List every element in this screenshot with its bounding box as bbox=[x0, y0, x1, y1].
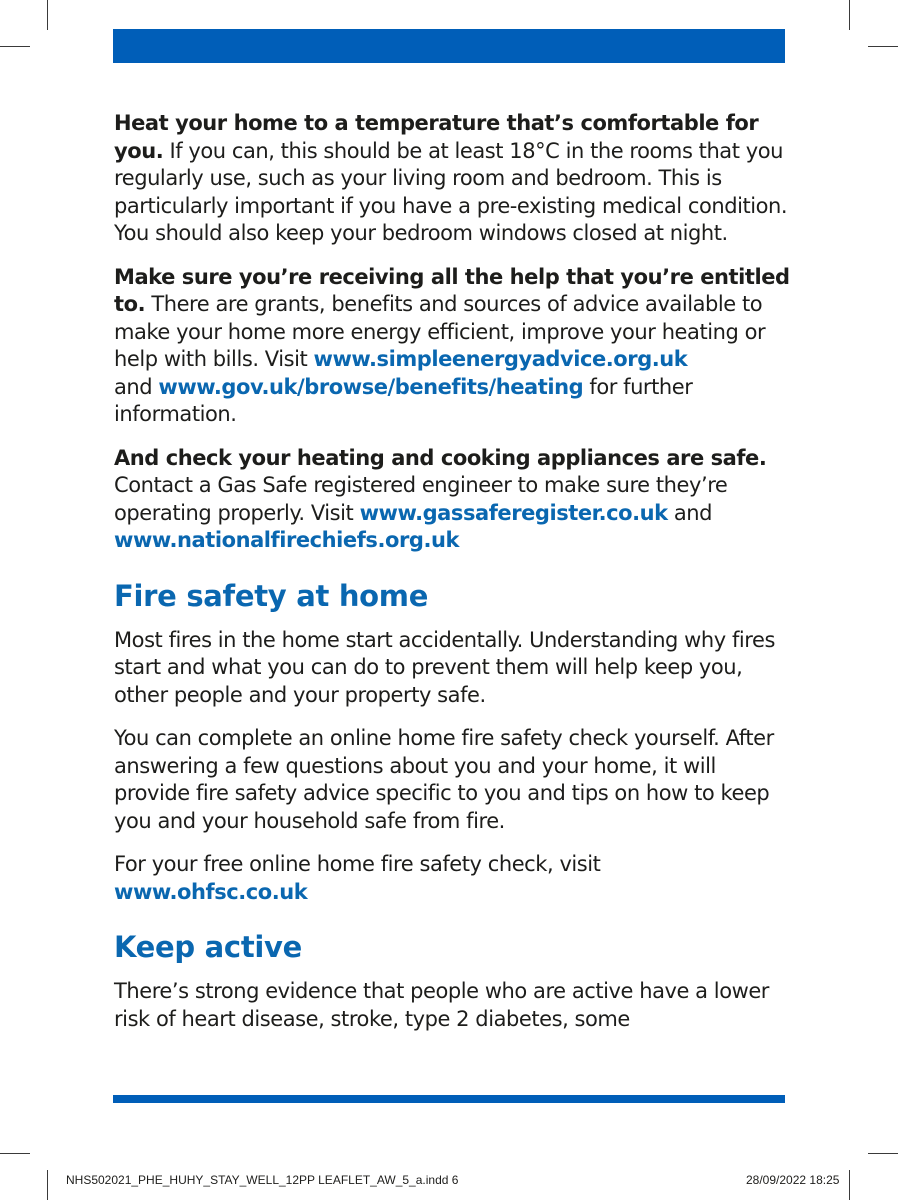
appliances-text-before: Contact a Gas Safe registered engineer to make sure they’re operating properly. Visit bbox=[114, 473, 728, 525]
crop-mark-top-right-h bbox=[868, 46, 898, 47]
help-text-middle: and bbox=[114, 374, 159, 399]
crop-mark-bottom-right bbox=[849, 1170, 850, 1200]
heating-text: If you can, this should be at least 18°C in the rooms that you regularly use, such as your living room and bedroom. This is particularly important if you have a pre-existing medical condition. You should also keep your bedroom windows closed at night. bbox=[114, 138, 788, 245]
fire-safety-paragraph-3 bbox=[114, 851, 794, 906]
crop-mark-bottom-right-h bbox=[868, 1153, 898, 1154]
help-lead: Make sure you’re receiving all the help that you’re entitled to. bbox=[114, 264, 790, 316]
gov-heating-benefits-link[interactable]: www.gov.uk/browse/benefits/heating bbox=[158, 374, 584, 399]
nationalfirechiefs-link[interactable]: www.nationalfirechiefs.org.uk bbox=[114, 528, 459, 552]
file-slug: NHS502021_PHE_HUHY_STAY_WELL_12PP LEAFLET_AW_5_a.indd 6 bbox=[66, 1173, 459, 1187]
crop-mark-top-left bbox=[47, 0, 48, 30]
heating-lead: Heat your home to a temperature that’s comfortable for you. bbox=[114, 111, 759, 163]
fire-safety-heading: Fire safety at home bbox=[114, 578, 429, 613]
help-text-before: There are grants, benefits and sources of advice available to make your home more energy efficient, improve your heating or help with bills. Visit bbox=[114, 292, 766, 371]
simpleenergyadvice-link[interactable]: www.simpleenergyadvice.org.uk bbox=[313, 347, 688, 371]
appliances-lead: And check your heating and cooking appliances are safe. bbox=[114, 445, 767, 470]
print-timestamp: 28/09/2022 18:25 bbox=[746, 1173, 840, 1187]
crop-mark-top-left-h bbox=[0, 46, 30, 47]
keep-active-paragraph-1: There’s strong evidence that people who are active have a lower risk of heart disease, stroke, type 2 diabetes, some bbox=[114, 979, 769, 1031]
ohfsc-link[interactable]: www.ohfsc.co.uk bbox=[114, 879, 308, 904]
help-paragraph bbox=[114, 264, 794, 429]
crop-mark-bottom-left-h bbox=[0, 1153, 30, 1154]
crop-mark-bottom-left bbox=[47, 1170, 48, 1200]
page-content bbox=[114, 110, 794, 1049]
fire-safety-paragraph-2: You can complete an online home fire safety check yourself. After answering a few questions about you and your home, it will provide fire safety advice specific to you and tips on how to keep you and your household safe from fire. bbox=[114, 726, 774, 833]
crop-mark-top-right bbox=[849, 0, 850, 30]
fire-check-text: For your free online home fire safety check, visit bbox=[114, 852, 601, 876]
appliances-text-middle: and bbox=[667, 500, 713, 525]
header-accent-bar bbox=[113, 29, 785, 63]
footer-accent-bar bbox=[113, 1095, 785, 1103]
appliances-paragraph bbox=[114, 445, 794, 555]
keep-active-heading: Keep active bbox=[114, 930, 302, 964]
gassaferegister-link[interactable]: www.gassaferegister.co.uk bbox=[359, 500, 668, 525]
fire-safety-paragraph-1: Most fires in the home start accidentally. Understanding why fires start and what you can do to prevent them will help keep you, other people and your property safe. bbox=[114, 627, 775, 707]
help-text-after: for further information. bbox=[114, 374, 693, 426]
heating-paragraph bbox=[114, 110, 794, 248]
